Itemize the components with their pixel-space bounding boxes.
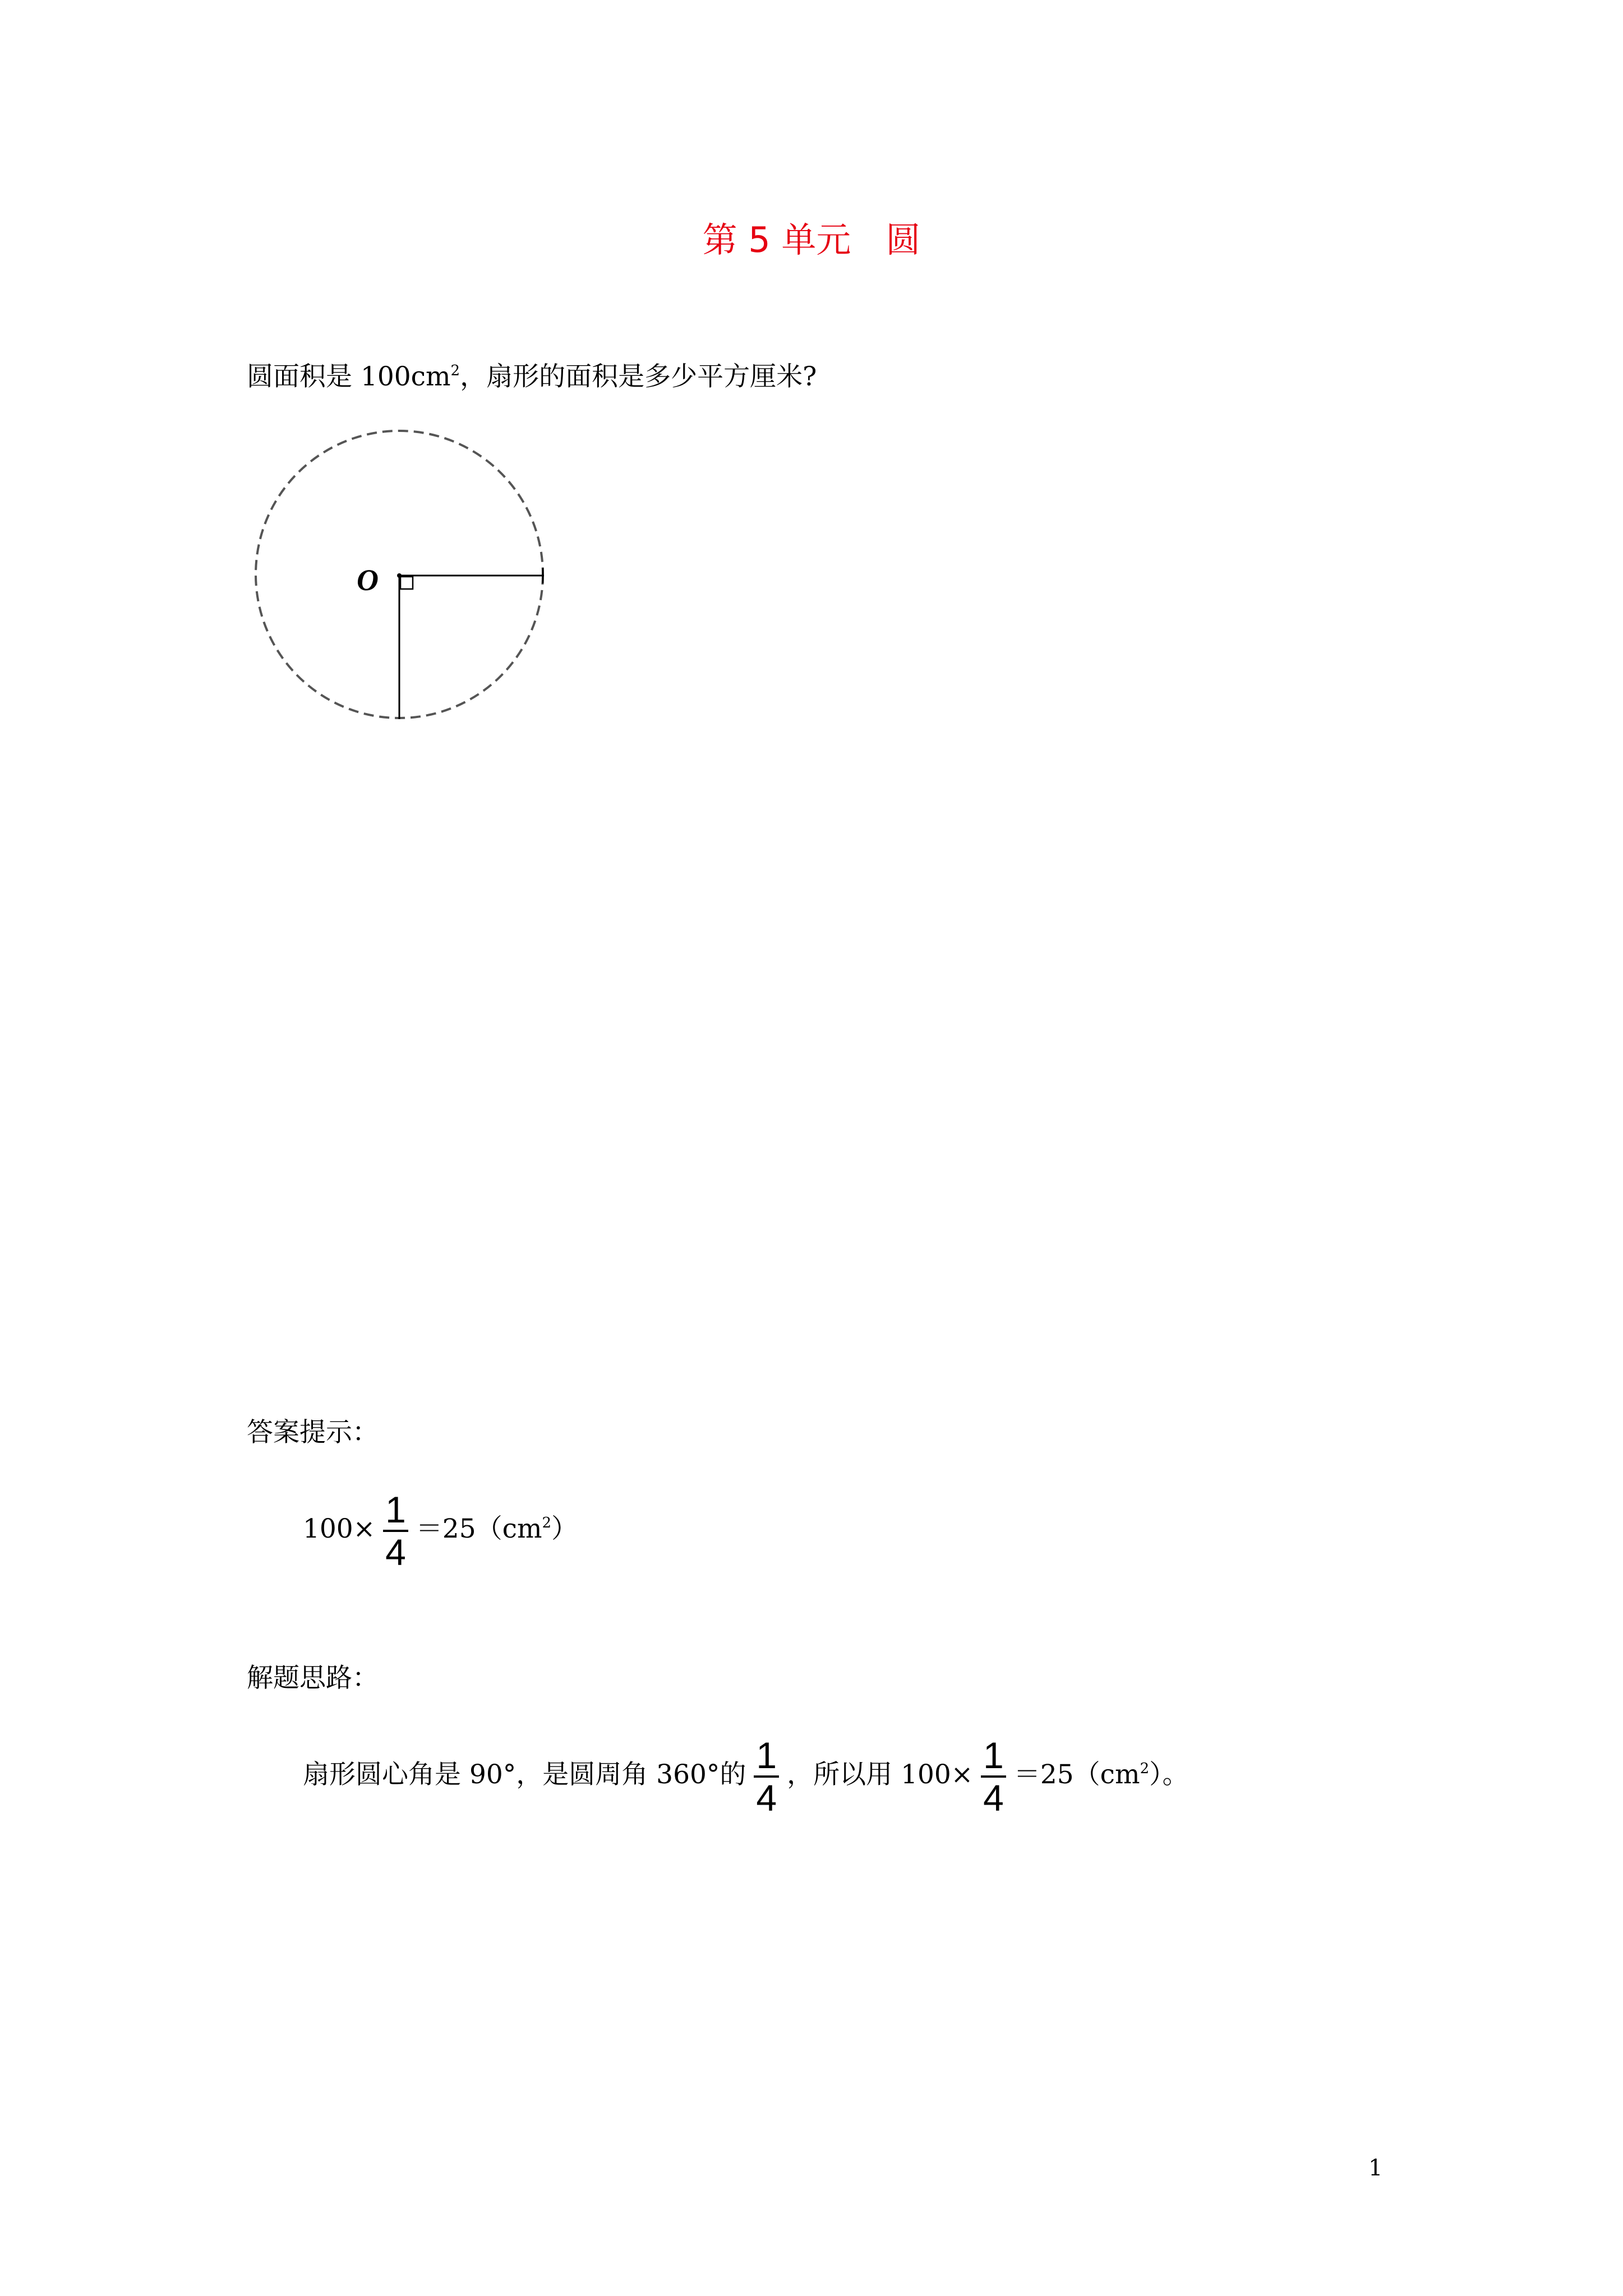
center-point [397,573,402,578]
explanation-text [303,1730,1189,1820]
question-text-before: 圆面积是 100cm [247,361,451,392]
explanation-fraction-2 [981,1735,1006,1818]
answer-expr-suffix: ＝25（cm [416,1513,542,1544]
page-number: 1 [1368,2155,1383,2181]
explanation-part1: 扇形圆心角是 90°，是圆周角 360°的 [303,1759,746,1790]
explanation-fraction-1-denominator: 4 [756,1777,777,1819]
explanation-heading: 解题思路： [247,1663,379,1694]
right-angle-mark [400,577,413,589]
answer-heading: 答案提示： [247,1417,379,1448]
explanation-part4: ）。 [1149,1759,1189,1790]
explanation-fraction-2-denominator: 4 [983,1777,1004,1819]
answer-unit-superscript: 2 [542,1515,552,1531]
explanation-unit-superscript: 2 [1140,1760,1150,1777]
answer-expression [303,1484,578,1574]
explanation-part3: ＝25（cm [1013,1759,1140,1790]
explanation-fraction-1-numerator: 1 [754,1735,779,1778]
circle-diagram [247,426,561,729]
answer-expr-prefix: 100× [303,1513,376,1544]
answer-fraction [383,1489,408,1572]
explanation-fraction-2-numerator: 1 [981,1735,1006,1778]
center-label: O [357,563,379,597]
page-title: 第 5 单元 圆 [702,219,921,260]
answer-close: ） [551,1513,578,1544]
question-text [247,359,817,395]
explanation-fraction-1 [754,1735,779,1818]
question-superscript: 2 [450,362,460,379]
answer-fraction-denominator: 4 [385,1531,406,1573]
answer-fraction-numerator: 1 [383,1489,408,1532]
explanation-part2: ，所以用 100× [787,1759,974,1790]
question-text-after: ，扇形的面积是多少平方厘米? [460,361,817,392]
